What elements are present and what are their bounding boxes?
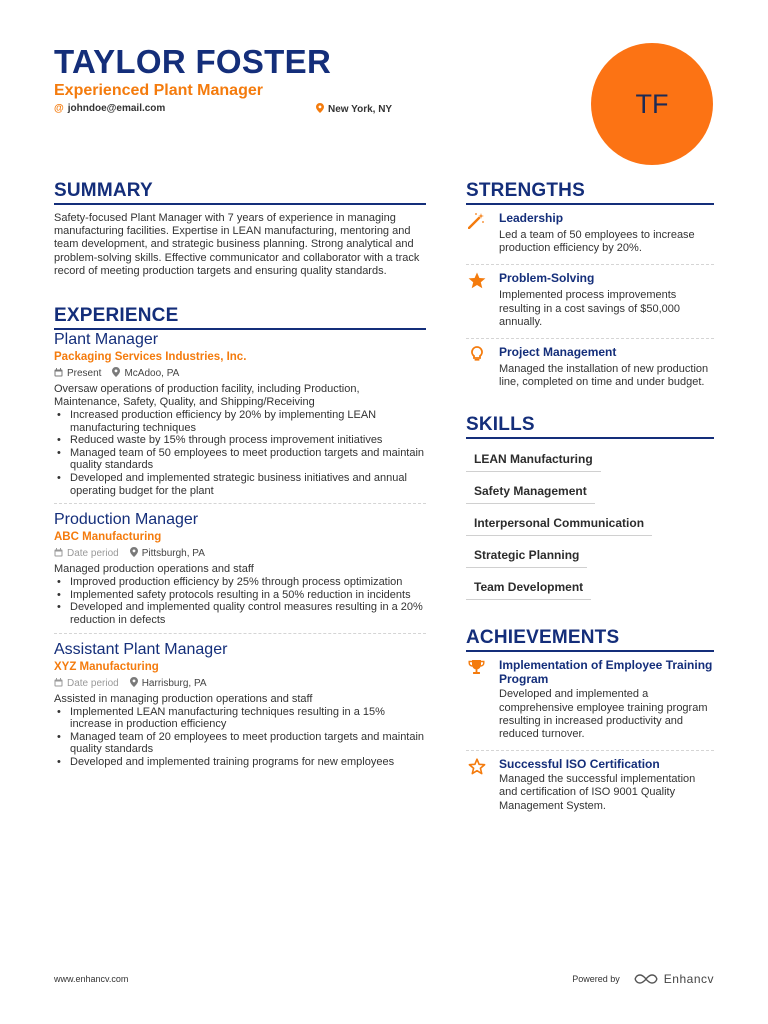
bullet-item: • Managed team of 50 employees to meet production targets and maintain quality standards [54,447,426,472]
achievement-item [466,658,714,751]
job-location: Pittsburgh, PA [141,548,205,560]
bullet-item: • Developed and implemented strategic business initiatives and annual operating budget for the plant [54,472,426,497]
bullet-item: • Implemented safety protocols resulting in a 50% reduction in incidents [54,589,426,602]
calendar-icon [54,547,63,561]
bullet-item: • Implemented LEAN manufacturing techniques resulting in a 15% increase in production efficiency [54,706,426,731]
star-icon [466,271,487,329]
bullet-item: • Increased production efficiency by 20% by implementing LEAN manufacturing techniques [54,409,426,434]
skill-tag: Safety Management [466,478,595,504]
job-meta [54,677,426,691]
strength-name: Problem-Solving [499,271,595,286]
achievement-name: Successful ISO Certification [499,757,660,772]
job-bullets [54,576,426,626]
skill-tag: Interpersonal Communication [466,510,652,536]
contact-row [54,103,574,119]
strengths-heading: STRENGTHS [466,180,714,205]
skill-tag: Strategic Planning [466,542,587,568]
job-description: Assisted in managing production operations and staff [54,692,313,705]
job-date: Date period [67,677,119,689]
location-text: New York, NY [328,104,393,115]
summary-section [54,180,426,278]
job-title: Production Manager [54,511,199,529]
achievement-description: Managed the successful implementation and certification of ISO 9001 Quality Management System. [499,773,696,812]
resume-header [54,44,574,119]
job-meta [54,547,426,561]
strengths-section [466,180,714,398]
skill-tag: Team Development [466,574,591,600]
footer-website-link[interactable]: www.enhancv.com [54,974,129,984]
avatar [591,43,713,165]
skill-tag: LEAN Manufacturing [466,446,601,472]
left-column [54,180,426,775]
candidate-name: TAYLOR FOSTER [54,43,332,80]
job-entry [54,330,426,503]
summary-heading: SUMMARY [54,180,426,205]
bullet-item: • Managed team of 20 employees to meet production targets and maintain quality standards [54,731,426,756]
email-text: johndoe@email.com [67,103,166,114]
job-bullets [54,706,426,769]
contact-location [316,103,392,116]
achievement-description: Developed and implemented a comprehensive employee training program resulting in increased productivity and reduced turnover. [499,688,708,741]
magic-wand-icon [466,211,487,255]
bullet-item: • Developed and implemented training programs for new employees [54,756,426,769]
job-date: Present [67,368,102,380]
job-entry [54,633,426,775]
star-outline-icon [466,757,487,813]
right-column [466,180,714,822]
skills-heading: SKILLS [466,414,714,439]
experience-heading: EXPERIENCE [54,305,426,330]
job-title: Assistant Plant Manager [54,640,228,658]
company-name: Packaging Services Industries, Inc. [54,351,247,364]
trophy-icon [466,658,487,741]
calendar-icon [54,367,63,381]
achievements-section [466,627,714,821]
strength-item [466,211,714,265]
lightbulb-icon [466,345,487,389]
job-description: Managed production operations and staff [54,563,254,576]
skills-section [466,414,714,606]
calendar-icon [54,677,63,691]
job-title: Plant Manager [54,331,159,349]
job-location: McAdoo, PA [124,368,180,380]
bullet-item: • Developed and implemented quality control measures resulting in a 20% reduction in defects [54,601,426,626]
strength-description: Implemented process improvements resulting in a cost savings of $50,000 annually. [499,289,681,328]
bullet-item: • Improved production efficiency by 25% through process optimization [54,576,426,589]
strength-item [466,271,714,339]
company-name: ABC Manufacturing [54,531,162,544]
at-sign-icon: @ [54,103,64,114]
location-pin-icon [316,103,324,116]
job-description: Oversaw operations of production facility, including Production, Maintenance, Safety, Quality, and Shipping/Receiving [54,383,360,409]
job-meta [54,367,426,381]
brand-name: Enhancv [663,972,714,986]
enhancv-logo[interactable] [634,972,714,986]
achievements-heading: ACHIEVEMENTS [466,627,714,652]
infinity-logo-icon [634,973,658,985]
location-pin-icon [130,677,138,691]
strength-name: Leadership [499,211,564,225]
footer [54,972,714,988]
avatar-initials: TF [635,88,669,119]
strength-description: Managed the installation of new production line, completed on time and under budget. [499,363,709,389]
experience-section [54,305,426,775]
powered-by-label: Powered by [572,974,620,984]
job-entry [54,503,426,632]
achievement-name: Implementation of Employee Training Program [499,658,713,687]
footer-branding [572,972,714,986]
company-name: XYZ Manufacturing [54,660,159,673]
job-bullets [54,409,426,497]
job-date: Date period [67,548,119,560]
location-pin-icon [112,367,120,381]
location-pin-icon [130,547,138,561]
strength-description: Led a team of 50 employees to increase production efficiency by 20%. [499,229,695,255]
candidate-role: Experienced Plant Manager [54,82,263,99]
strength-item [466,345,714,398]
skill-list [466,446,714,606]
summary-text: Safety-focused Plant Manager with 7 years of experience in managing manufacturing facilities. Expertise in LEAN manufacturing, mentoring and team development, and strategic business planning. Strong analytical and problem-solving skills. Effective communicator and collaborator with a track record of meeting production targets and ensuring quality standards. [54,212,420,277]
job-location: Harrisburg, PA [141,677,207,689]
bullet-item: • Reduced waste by 15% through process improvement initiatives [54,434,426,447]
strength-name: Project Management [499,345,617,360]
achievement-item [466,757,714,822]
contact-email[interactable] [54,103,165,114]
